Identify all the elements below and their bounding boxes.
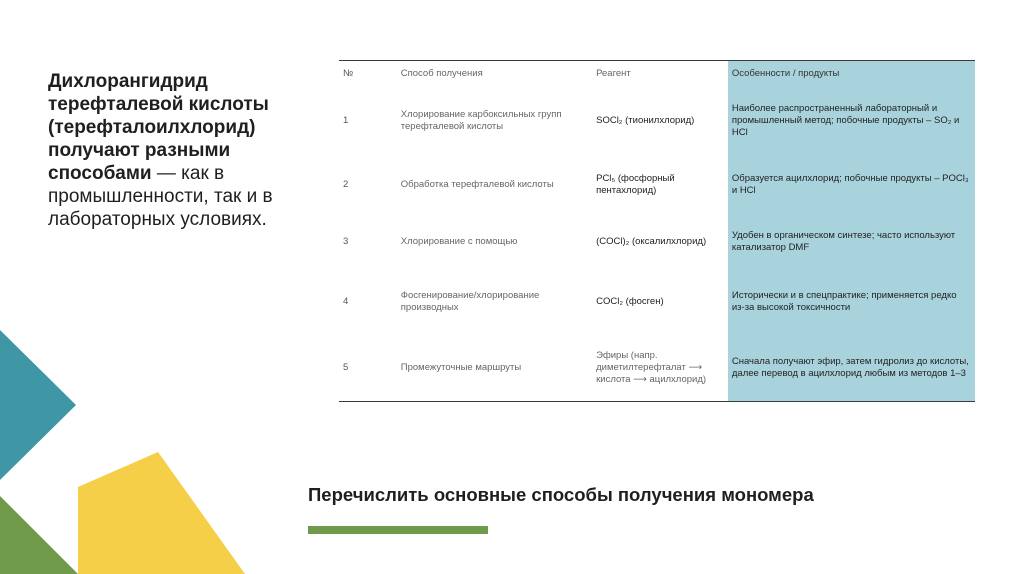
slide-task-title: Перечислить основные способы получения мономера (308, 484, 814, 505)
table-row (339, 215, 975, 269)
header-features: Особенности / продукты (728, 61, 975, 88)
table-row (339, 87, 975, 155)
row-feature: Исторически и в спецпрактике; применяется редко из-за высокой токсичности (728, 269, 975, 335)
row-reagent: PCl₅ (фосфорный пентахлорид) (596, 173, 675, 196)
methods-table (339, 60, 975, 402)
row-feature: Образуется ацилхлорид; побочные продукты – POCl₃ и HCl (728, 155, 975, 215)
table-row (339, 335, 975, 401)
intro-bold: Дихлорангидрид терефталевой кислоты (терефталоилхлорид) получают разными способами (48, 71, 269, 184)
row-method: Хлорирование карбоксильных групп терефталевой кислоты (400, 109, 562, 132)
row-number: 3 (343, 236, 349, 247)
row-number: 1 (343, 115, 349, 126)
row-reagent: Эфиры (напр. диметилтерефталат ⟶ кислота ⟶ ацилхлорид) (592, 335, 728, 401)
teal-triangle (0, 330, 76, 480)
row-reagent: COCl₂ (фосген) (596, 296, 664, 307)
row-number: 4 (343, 296, 349, 307)
header-number: № (339, 61, 397, 88)
yellow-triangle (78, 452, 245, 574)
header-reagent: Реагент (592, 61, 728, 88)
table-row (339, 155, 975, 215)
row-reagent: (COCl)₂ (оксалилхлорид) (596, 236, 707, 247)
accent-bar (308, 526, 488, 534)
row-number: 5 (339, 335, 397, 401)
intro-text (48, 70, 284, 231)
header-method: Способ получения (397, 61, 592, 88)
green-triangle (0, 496, 78, 574)
row-method: Промежуточные маршруты (397, 335, 592, 401)
row-method: Хлорирование с помощью (400, 236, 518, 247)
row-feature: Удобен в органическом синтезе; часто используют катализатор DMF (728, 215, 975, 269)
row-method: Фосгенирование/хлорирование производных (400, 290, 540, 313)
intro-rest: — как в промышленности, так и в лабораторных условиях. (48, 163, 273, 230)
row-number: 2 (343, 179, 349, 190)
row-feature: Наиболее распространенный лабораторный и промышленный метод; побочные продукты – SO₂ и HCl (728, 87, 975, 155)
row-method: Обработка терефталевой кислоты (400, 179, 554, 190)
table-header-row (339, 61, 975, 88)
row-feature: Сначала получают эфир, затем гидролиз до кислоты, далее перевод в ацилхлорид любым из методов 1–3 (728, 335, 975, 401)
table-row (339, 269, 975, 335)
row-reagent: SOCl₂ (тионилхлорид) (596, 115, 695, 126)
